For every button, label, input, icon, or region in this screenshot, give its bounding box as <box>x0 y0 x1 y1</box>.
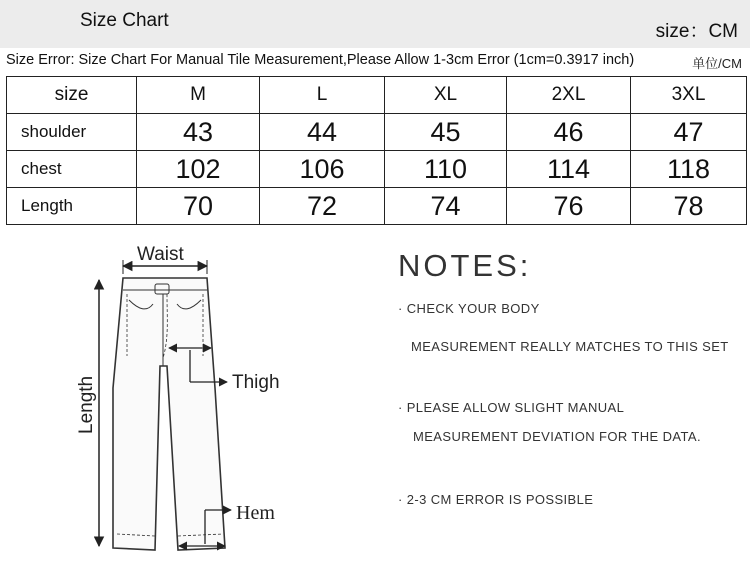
notes-line: · PLEASE ALLOW SLIGHT MANUAL <box>398 400 625 415</box>
notes-line: MEASUREMENT REALLY MATCHES TO THIS SET <box>411 339 729 354</box>
table-cell: 106 <box>260 151 385 188</box>
pants-measurement-diagram <box>55 238 345 563</box>
notes-title: NOTES: <box>398 248 532 283</box>
table-cell: 72 <box>260 188 385 225</box>
hem-label: Hem <box>236 502 275 524</box>
size-chart-title: Size Chart <box>80 10 169 31</box>
table-cell: 43 <box>137 114 260 151</box>
table-header-cell: XL <box>385 77 507 114</box>
notes-line: · 2-3 CM ERROR IS POSSIBLE <box>398 492 594 507</box>
table-cell: 118 <box>631 151 747 188</box>
length-measure <box>76 280 99 546</box>
notes-line: · CHECK YOUR BODY <box>398 301 540 316</box>
header-bar <box>0 0 750 48</box>
thigh-label: Thigh <box>232 372 280 393</box>
table-row <box>7 151 747 188</box>
table-cell: 114 <box>507 151 631 188</box>
table-cell: 102 <box>137 151 260 188</box>
table-header-cell: M <box>137 77 260 114</box>
notes-section <box>398 248 743 507</box>
table-cell: 47 <box>631 114 747 151</box>
table-header-cell: 3XL <box>631 77 747 114</box>
table-row <box>7 114 747 151</box>
unit-cn-label: 单位/CM <box>692 56 742 71</box>
row-label: Length <box>7 188 137 225</box>
table-header-cell: size <box>7 77 137 114</box>
length-label: Length <box>76 375 97 434</box>
table-cell: 46 <box>507 114 631 151</box>
table-cell: 76 <box>507 188 631 225</box>
table-cell: 110 <box>385 151 507 188</box>
notes-line: MEASUREMENT DEVIATION FOR THE DATA. <box>413 429 701 444</box>
error-note <box>6 52 746 72</box>
error-note-text: Size Error: Size Chart For Manual Tile Measurement,Please Allow 1-3cm Error (1cm=0.3917 inch) <box>6 52 635 68</box>
waist-measure <box>123 244 207 274</box>
table-cell: 78 <box>631 188 747 225</box>
row-label: shoulder <box>7 114 137 151</box>
pants-icon <box>113 278 225 550</box>
table-cell: 44 <box>260 114 385 151</box>
table-header-cell: 2XL <box>507 77 631 114</box>
table-cell: 74 <box>385 188 507 225</box>
table-cell: 70 <box>137 188 260 225</box>
size-unit-label: size：CM <box>655 21 738 42</box>
table-row <box>7 188 747 225</box>
size-table <box>6 76 747 225</box>
table-cell: 45 <box>385 114 507 151</box>
table-header-cell: L <box>260 77 385 114</box>
row-label: chest <box>7 151 137 188</box>
waist-label: Waist <box>137 244 184 265</box>
table-header-row <box>7 77 747 114</box>
